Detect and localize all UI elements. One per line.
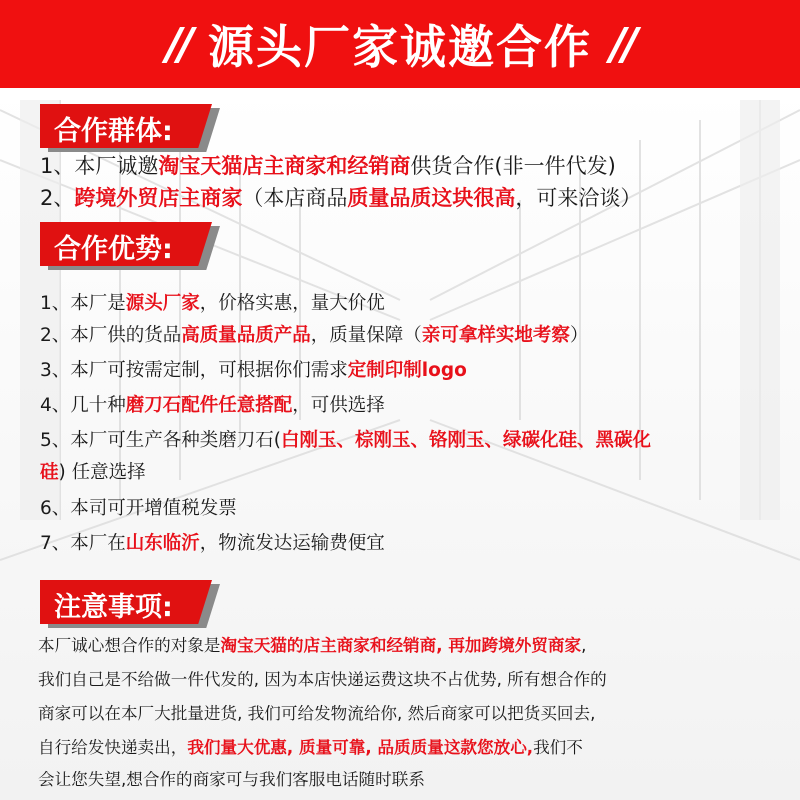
section-label-advantage: [40, 222, 220, 266]
header-banner: [0, 0, 800, 88]
section-label-notice: [40, 580, 220, 624]
advantage-item-7: 7、本厂在山东临沂，物流发达运输费便宜: [40, 533, 385, 554]
banner-right-slash: //: [610, 18, 635, 70]
advantage-item-3: 3、本厂可按需定制，可根据你们需求定制印制logo: [40, 360, 467, 381]
section-label-advantage-text: 合作优势:: [54, 234, 173, 265]
advantage-item-5: 5、本厂可生产各种类磨刀石(白刚玉、棕刚玉、铬刚玉、绿碳化硅、黑碳化: [40, 430, 652, 451]
notice-line-2: 我们自己是不给做一件代发的, 因为本店快递运费这块不占优势, 所有想合作的: [38, 670, 607, 689]
advantage-item-1: 1、本厂是源头厂家，价格实惠，量大价优: [40, 293, 385, 314]
banner-left-slash: //: [165, 18, 190, 70]
banner-title: 源头厂家诚邀合作: [208, 20, 592, 74]
notice-line-1: 本厂诚心想合作的对象是淘宝天猫的店主商家和经销商, 再加跨境外贸商家,: [38, 636, 587, 655]
section-label-group-text: 合作群体:: [54, 116, 173, 147]
advantage-item-6: 6、本司可开增值税发票: [40, 498, 237, 519]
section-label-group: [40, 104, 220, 148]
notice-line-3: 商家可以在本厂大批量进货, 我们可给发物流给你, 然后商家可以把货买回去,: [38, 704, 596, 723]
notice-line-4: 自行给发快递卖出，我们量大优惠, 质量可靠, 品质质量这款您放心,我们不: [38, 738, 583, 757]
advantage-item-2: 2、本厂供的货品高质量品质产品，质量保障（亲可拿样实地考察）: [40, 325, 589, 346]
notice-line-5: 会让您失望,想合作的商家可与我们客服电话随时联系: [38, 770, 425, 789]
group-item-2: 2、跨境外贸店主商家（本店商品质量品质这块很高，可来洽谈）: [40, 186, 642, 210]
advantage-item-5-continued: 硅) 任意选择: [40, 462, 146, 483]
section-label-notice-text: 注意事项:: [54, 592, 173, 623]
advantage-item-4: 4、几十种磨刀石配件任意搭配，可供选择: [40, 395, 385, 416]
group-item-1: 1、本厂诚邀淘宝天猫店主商家和经销商供货合作(非一件代发): [40, 154, 616, 178]
